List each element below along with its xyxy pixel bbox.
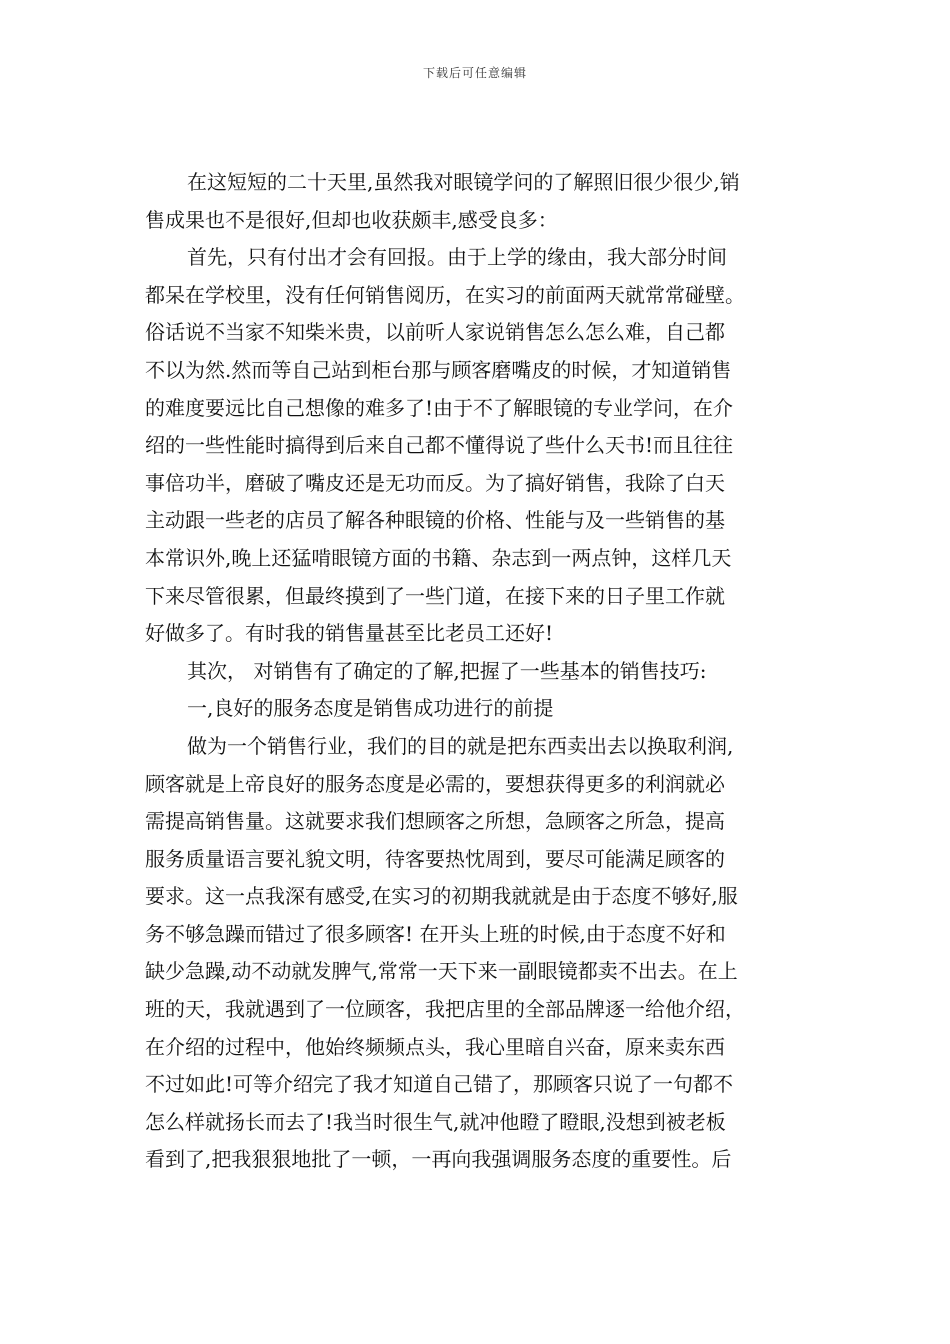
text-line: 其次， 对销售有了确定的了解,把握了一些基本的销售技巧: bbox=[187, 658, 707, 683]
text-line: 一,良好的服务态度是销售成功进行的前提 bbox=[187, 696, 554, 721]
text-line: 不过如此!可等介绍完了我才知道自己错了，那顾客只说了一句都不 bbox=[145, 1072, 734, 1097]
text-line: 下来尽管很累，但最终摸到了一些门道，在接下来的日子里工作就 bbox=[145, 583, 725, 608]
text-line: 在介绍的过程中，他始终频频点头，我心里暗自兴奋，原来卖东西 bbox=[145, 1034, 725, 1059]
text-line: 不以为然.然而等自己站到柜台那与顾客磨嘴皮的时候，才知道销售 bbox=[145, 357, 732, 382]
text-line: 绍的一些性能时搞得到后来自己都不懂得说了些什么天书!而且往往 bbox=[145, 433, 734, 458]
text-line: 服务质量语言要礼貌文明，待客要热忱周到，要尽可能满足顾客的 bbox=[145, 846, 725, 871]
text-line: 怎么样就扬长而去了!我当时很生气,就冲他瞪了瞪眼,没想到被老板 bbox=[145, 1109, 726, 1134]
text-line: 做为一个销售行业，我们的目的就是把东西卖出去以换取利润, bbox=[187, 733, 734, 758]
document-body bbox=[145, 164, 810, 1179]
text-line: 的难度要远比自己想像的难多了!由于不了解眼镜的专业学问，在介 bbox=[145, 395, 734, 420]
text-line: 好做多了。有时我的销售量甚至比老员工还好! bbox=[145, 621, 554, 646]
text-line: 主动跟一些老的店员了解各种眼镜的价格、性能与及一些销售的基 bbox=[145, 508, 725, 533]
text-line: 都呆在学校里，没有任何销售阅历，在实习的前面两天就常常碰壁。 bbox=[145, 282, 745, 307]
text-line: 本常识外,晚上还猛啃眼镜方面的书籍、杂志到一两点钟，这样几天 bbox=[145, 545, 732, 570]
text-line: 首先，只有付出才会有回报。由于上学的缘由，我大部分时间 bbox=[187, 245, 727, 270]
text-line: 看到了,把我狠狠地批了一顿，一再向我强调服务态度的重要性。后 bbox=[145, 1147, 732, 1172]
text-line: 售成果也不是很好,但却也收获颇丰,感受良多： bbox=[145, 207, 558, 232]
page-header: 下载后可任意编辑 bbox=[422, 66, 527, 80]
text-line: 要求。这一点我深有感受,在实习的初期我就就是由于态度不够好,服 bbox=[145, 884, 738, 909]
text-line: 务不够急躁而错过了很多顾客! 在开头上班的时候,由于态度不好和 bbox=[145, 921, 726, 946]
text-line: 事倍功半，磨破了嘴皮还是无功而反。为了搞好销售，我除了白天 bbox=[145, 470, 725, 495]
text-line: 班的天，我就遇到了一位顾客，我把店里的全部品牌逐一给他介绍， bbox=[145, 997, 745, 1022]
text-line: 在这短短的二十天里,虽然我对眼镜学问的了解照旧很少很少,销 bbox=[187, 170, 740, 194]
text-line: 顾客就是上帝良好的服务态度是必需的，要想获得更多的利润就必 bbox=[145, 771, 725, 796]
text-line: 需提高销售量。这就要求我们想顾客之所想，急顾客之所急，提高 bbox=[145, 809, 725, 834]
text-line: 缺少急躁,动不动就发脾气,常常一天下来一副眼镜都卖不出去。在上 bbox=[145, 959, 738, 984]
text-line: 俗话说不当家不知柴米贵，以前听人家说销售怎么怎么难，自己都 bbox=[145, 320, 725, 345]
